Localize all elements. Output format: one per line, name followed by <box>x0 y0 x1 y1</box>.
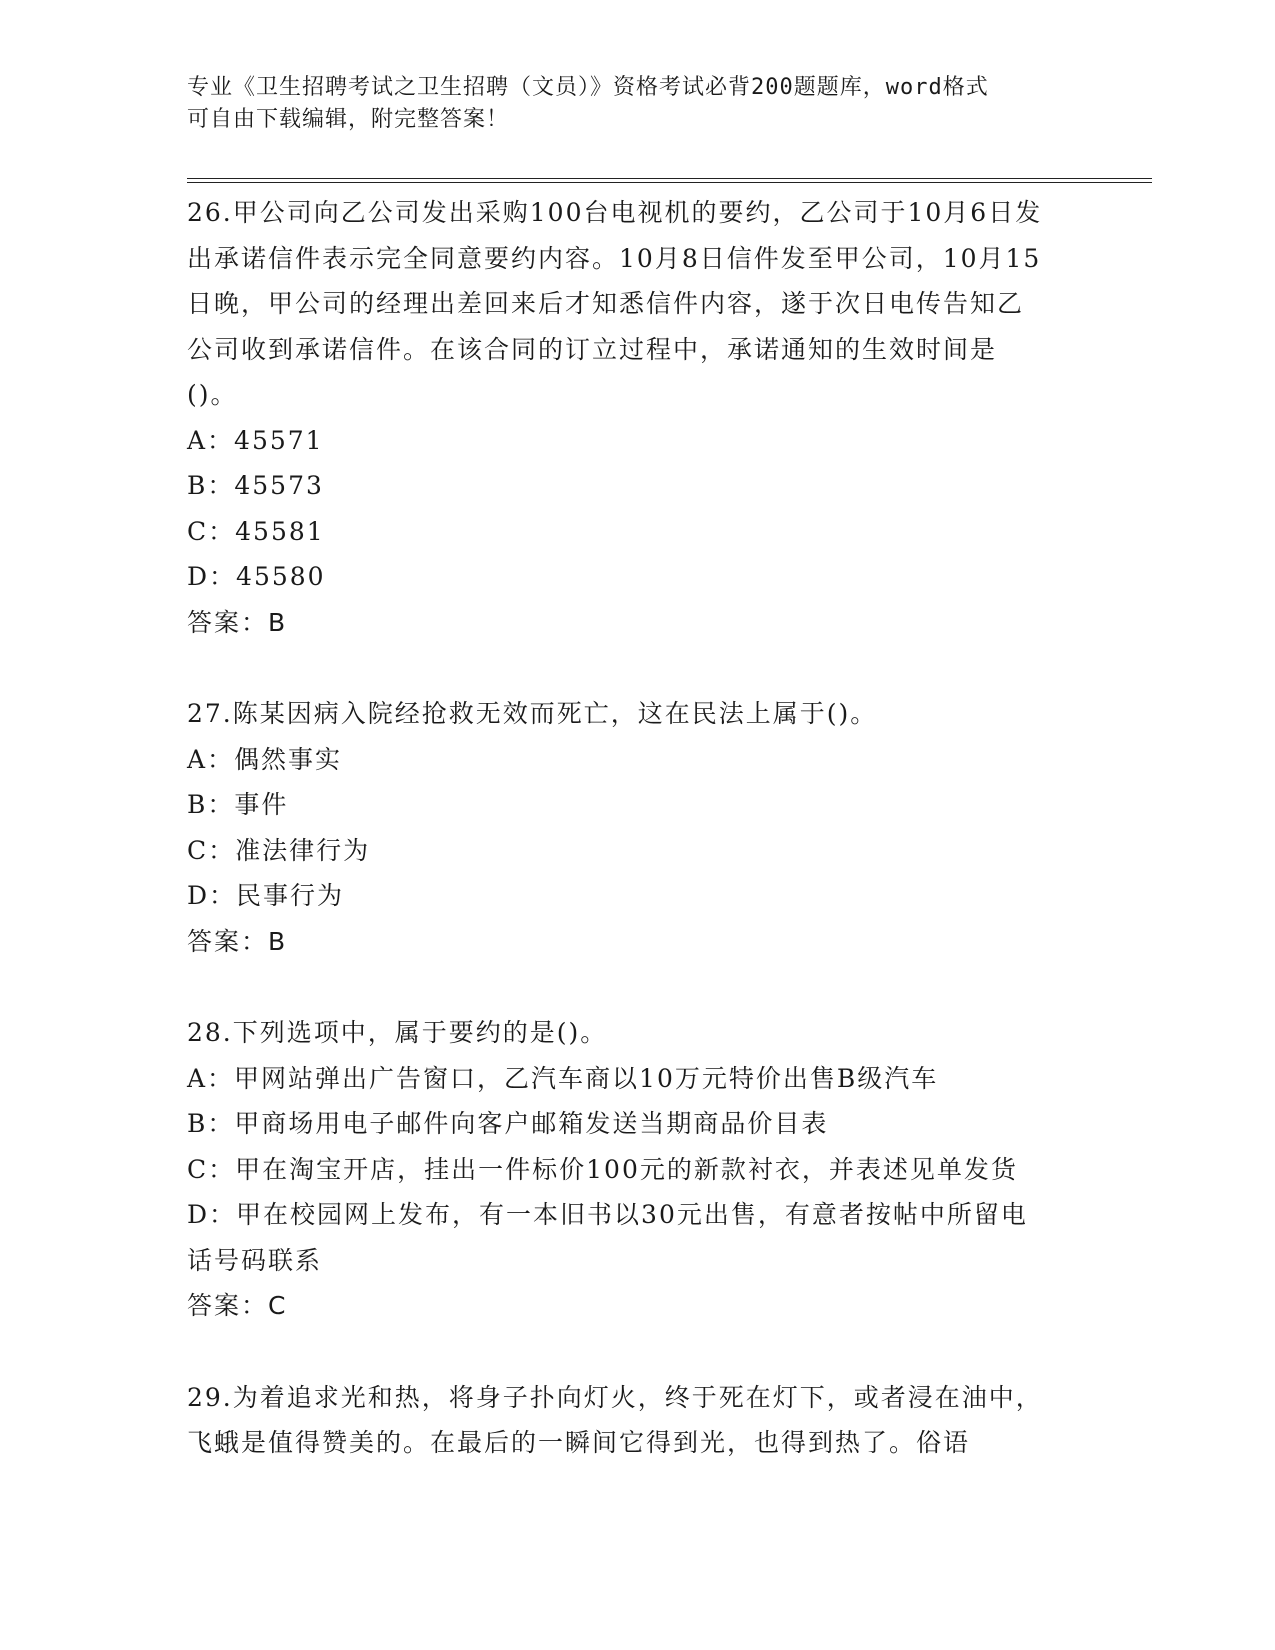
question-26 <box>187 190 1087 645</box>
option-a: A：偶然事实 <box>187 744 343 774</box>
header-divider-bottom <box>187 182 1152 183</box>
option-b: B：甲商场用电子邮件向客户邮箱发送当期商品价目表 <box>187 1109 829 1138</box>
question-28 <box>187 1010 1087 1329</box>
question-text: 27.陈某因病入院经抢救无效而死亡，这在民法上属于()。 <box>187 699 878 728</box>
option-b: B：事件 <box>187 790 289 819</box>
option-c: C：准法律行为 <box>187 835 371 865</box>
option-b: B：45573 <box>187 471 324 500</box>
header-line-1: 专业《卫生招聘考试之卫生招聘（文员）》资格考试必背200题题库，word格式 <box>187 75 989 100</box>
option-c: C：45581 <box>187 516 325 546</box>
question-29 <box>187 1375 1087 1466</box>
question-text: 26.甲公司向乙公司发出采购100台电视机的要约，乙公司于10月6日发出承诺信件表示完全同意要约内容。10月8日信件发至甲公司，10月15日晚，甲公司的经理出差回来后才知悉信件内容，遂于次日电传告知乙公司收到承诺信件。在该合同的订立过程中，承诺通知的生效时间是()。 <box>187 198 1043 409</box>
option-d: D：45580 <box>187 562 326 591</box>
option-d: D：民事行为 <box>187 881 345 910</box>
question-text: 29.为着追求光和热，将身子扑向灯火，终于死在灯下，或者浸在油中，飞蛾是值得赞美的。在最后的一瞬间它得到光，也得到热了。俗语 <box>187 1382 1043 1457</box>
option-c: C：甲在淘宝开店，挂出一件标价100元的新款衬衣，并表述见单发货 <box>187 1154 1018 1184</box>
question-text: 28.下列选项中，属于要约的是()。 <box>187 1018 608 1047</box>
header-divider-top <box>187 178 1152 179</box>
option-d: D：甲在校园网上发布，有一本旧书以30元出售，有意者按帖中所留电话号码联系 <box>187 1200 1028 1275</box>
answer: 答案：C <box>187 1291 288 1320</box>
document-header <box>187 72 1087 136</box>
option-a: A：甲网站弹出广告窗口，乙汽车商以10万元特价出售B级汽车 <box>187 1063 939 1093</box>
question-27 <box>187 691 1087 964</box>
answer: 答案：B <box>187 926 288 956</box>
header-line-2: 可自由下载编辑，附完整答案！ <box>187 107 510 132</box>
question-list <box>187 190 1087 1466</box>
answer: 答案：B <box>187 607 288 637</box>
option-a: A：45571 <box>187 425 324 455</box>
